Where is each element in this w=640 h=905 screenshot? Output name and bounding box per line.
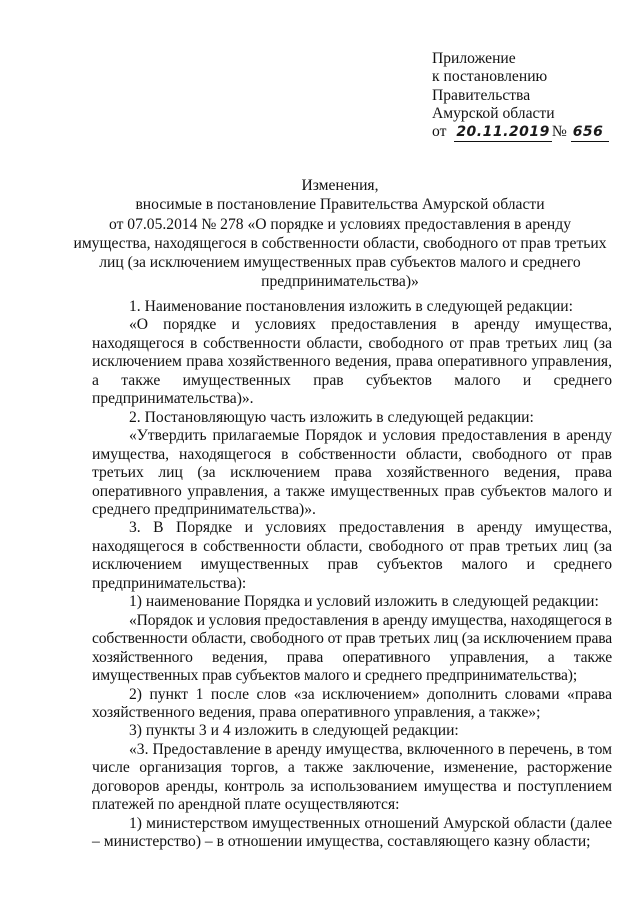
handwritten-number: 656 (572, 124, 604, 141)
body-paragraph: 2. Постановляющую часть изложить в следующей редакции: (129, 408, 534, 426)
title-line: предпринимательства)» (261, 273, 419, 291)
body-paragraph: 1. Наименование постановления изложить в следующей редакции: (129, 298, 573, 315)
date-prefix: от (432, 123, 447, 141)
appendix-line: Правительства (432, 86, 531, 104)
body-paragraph: «Утвердить прилагаемые Порядок и условия предоставления в аренду имущества, находящегося в собственности области, свободного от прав третьих лиц (за исключением права хозяйственного ведения, права оперативного управления, а также имущественных прав субъектов малого и среднего предпринимательства)». (92, 427, 612, 518)
body-paragraph: «О порядке и условиях предоставления в аренду имущества, находящегося в собственности области, свободного от прав третьих лиц (за исключением права хозяйственного ведения, права оперативного управления, а также имущественных прав субъектов малого и среднего предпринимательства)». (92, 316, 612, 408)
body-paragraph: 3. В Порядке и условиях предоставления в аренду имущества, находящегося в собственности области, свободного от прав третьих лиц (за исключением имущественных прав субъектов малого и среднего предпринимательства): (92, 519, 612, 592)
title-line: от 07.05.2014 № 278 «О порядке и условиях предоставления в аренду (109, 215, 571, 233)
date-field (454, 123, 552, 142)
title-line: Изменения, (301, 177, 379, 194)
document-body (92, 298, 612, 852)
body-paragraph: 1) наименование Порядка и условий изложить в следующей редакции: (129, 593, 599, 611)
appendix-date-row (432, 123, 632, 142)
handwritten-date: 20.11.2019 (456, 124, 550, 141)
appendix-line: к постановлению (432, 68, 548, 86)
appendix-line: Амурской области (432, 104, 555, 122)
number-prefix: № (551, 123, 567, 141)
document-title (70, 176, 610, 292)
body-paragraph: 3) пункты 3 и 4 изложить в следующей редакции: (129, 722, 459, 740)
title-line: лиц (за исключением имущественных прав субъектов малого и среднего (99, 254, 581, 272)
body-paragraph: 2) пункт 1 после слов «за исключением» дополнить словами «права хозяйственного ведения, права оперативного управления, а также»; (92, 685, 612, 721)
body-paragraph: «Порядок и условия предоставления в аренду имущества, находящегося в собственности области, свободного от прав третьих лиц (за исключением права хозяйственного ведения, права оперативного управления, а также имущественных прав субъектов малого и среднего предпринимательства); (92, 611, 612, 685)
appendix-line: Приложение (432, 50, 516, 67)
appendix-block (432, 50, 632, 142)
body-paragraph: «3. Предоставление в аренду имущества, включенного в перечень, в том числе организация торгов, а также заключение, изменение, расторжение договоров аренды, контроль за использованием имущества и поступлением платежей по арендной плате осуществляются: (92, 740, 612, 814)
title-line: вносимые в постановление Правительства Амурской области (135, 196, 545, 214)
number-field (571, 123, 609, 142)
title-line: имущества, находящегося в собственности области, свободного от прав третьих (73, 234, 607, 252)
body-paragraph: 1) министерством имущественных отношений Амурской области (далее – министерство) – в отношении имущества, составляющего казну области; (92, 814, 612, 851)
